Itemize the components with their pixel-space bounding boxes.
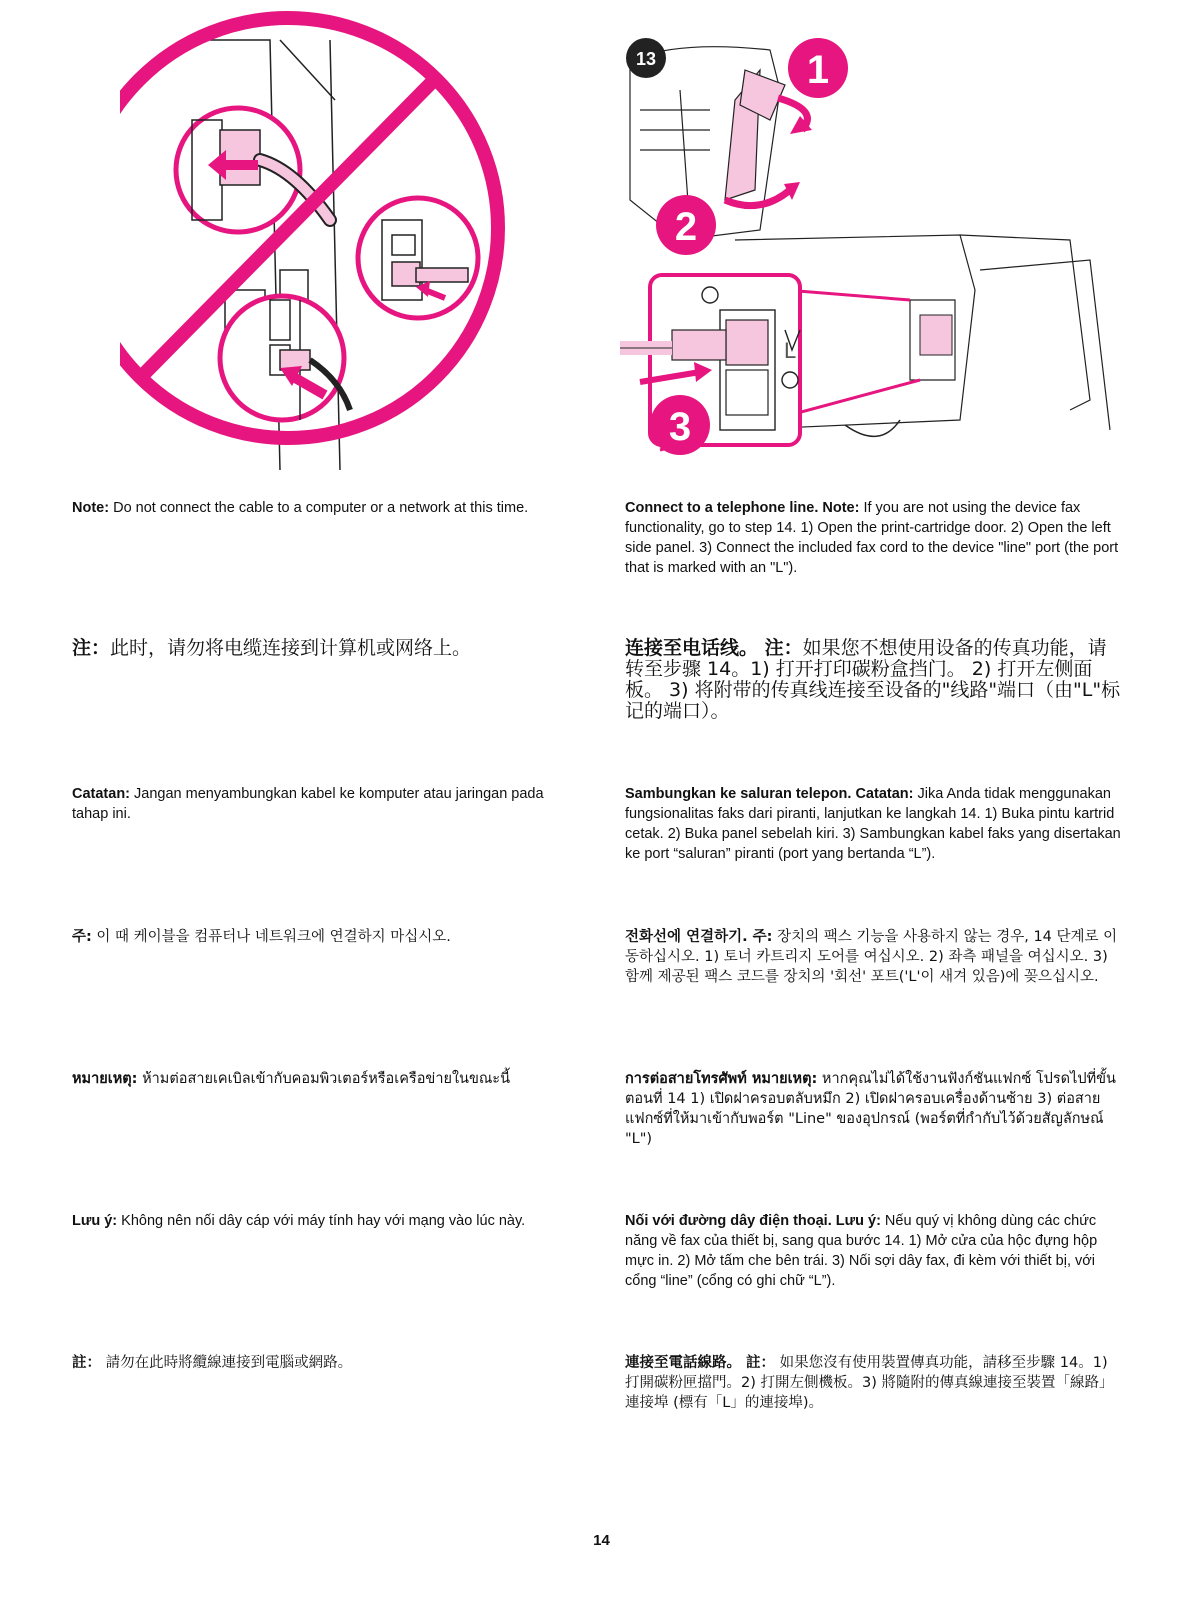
note-text: Do not connect the cable to a computer or a network at this time. <box>109 500 529 516</box>
instructions-lead: 전화선에 연결하기. 주: <box>625 929 773 945</box>
instructions-indonesian <box>625 784 1125 864</box>
note-lead: Lưu ý: <box>72 1213 118 1229</box>
note-lead: 주: <box>72 929 92 945</box>
note-lead: Note: <box>72 500 110 516</box>
instructions-text: Jika Anda tidak menggunakan fungsionalitas faks dari piranti, lanjutkan ke langkah 14. 1) Buka pintu kartrid cetak. 2) Buka panel sebelah kiri. 3) Sambungkan kabel faks yang disertakan ke port “saluran” piranti (port yang bertanda “L”). <box>625 786 1121 862</box>
note-english <box>72 498 562 518</box>
fax-line-connection-illustration <box>620 30 1120 460</box>
instructions-text: If you are not using the device fax functionality, go to step 14. 1) Open the print-cartridge door. 2) Open the left side panel. 3) Connect the included fax cord to the device "line" port (the port that is marked with an "L"). <box>625 500 1119 576</box>
instructions-text: 如果您不想使用设备的传真功能，请转至步骤 14。1) 打开打印碳粉盒挡门。 2) 打开左侧面板。 3) 将附带的传真线连接至设备的"线路"端口（由"L"标记的端口）。 <box>625 637 1121 722</box>
instructions-english <box>625 498 1125 578</box>
note-korean <box>72 927 562 947</box>
note-traditional-chinese <box>72 1353 562 1373</box>
instructions-lead: 连接至电话线。 注： <box>625 637 803 659</box>
note-text: 此时，请勿将电缆连接到计算机或网络上。 <box>110 637 472 659</box>
callout-3: 3 <box>668 405 692 449</box>
note-simplified-chinese <box>72 638 562 659</box>
instructions-simplified-chinese <box>625 638 1125 722</box>
note-vietnamese <box>72 1211 562 1231</box>
instructions-traditional-chinese <box>625 1353 1125 1413</box>
note-text: 請勿在此時將纜線連接到電腦或網路。 <box>101 1355 353 1371</box>
instructions-lead: Sambungkan ke saluran telepon. Catatan: <box>625 786 914 802</box>
note-text: 이 때 케이블을 컴퓨터나 네트워크에 연결하지 마십시오. <box>91 929 451 945</box>
note-text: Không nên nối dây cáp với máy tính hay với mạng vào lúc này. <box>117 1213 526 1229</box>
instructions-lead: การต่อสายโทรศัพท์ หมายเหตุ: <box>625 1071 818 1087</box>
note-indonesian <box>72 784 562 824</box>
note-lead: 註： <box>72 1355 101 1371</box>
instructions-lead: Connect to a telephone line. Note: <box>625 500 860 516</box>
instructions-text: Nếu quý vị không dùng các chức năng về fax của thiết bị, sang qua bước 14. 1) Mở cửa của hộc đựng hộp mực in. 2) Mở tấm che bên trái. 3) Nối sợi dây fax, đi kèm với thiết bị, với cổng “line” (cổng có ghi chữ “L”). <box>625 1213 1098 1289</box>
callout-1: 1 <box>806 48 830 92</box>
instructions-korean <box>625 927 1125 987</box>
prohibited-connection-illustration <box>120 0 520 470</box>
instructions-thai <box>625 1069 1125 1149</box>
note-thai <box>72 1069 562 1089</box>
line-port-label: L <box>784 338 797 363</box>
note-text: Jangan menyambungkan kabel ke komputer atau jaringan pada tahap ini. <box>72 786 544 822</box>
instructions-text: 장치의 팩스 기능을 사용하지 않는 경우, 14 단계로 이동하십시오. 1) 토너 카트리지 도어를 여십시오. 2) 좌측 패널을 여십시오. 3) 함께 제공된 팩스 코드를 장치의 '회선' 포트('L'이 새겨 있음)에 꽂으십시오. <box>625 929 1118 985</box>
instructions-text: 如果您沒有使用裝置傳真功能，請移至步驟 14。1) 打開碳粉匣擋門。2) 打開左側機板。3) 將隨附的傳真線連接至裝置「線路」連接埠 (標有「L」的連接埠)。 <box>625 1355 1114 1411</box>
note-lead: หมายเหตุ: <box>72 1071 138 1087</box>
callout-2: 2 <box>674 205 698 249</box>
page-number: 14 <box>593 1532 610 1549</box>
note-lead: 注： <box>72 637 111 659</box>
instructions-text: หากคุณไม่ได้ใช้งานฟังก์ชันแฟกซ์ โปรดไปที่ขั้นตอนที่ 14 1) เปิดฝาครอบตลับหมึก 2) เปิดฝาครอบเครื่องด้านซ้าย 3) ต่อสายแฟกซ์ที่ให้มาเข้ากับพอร์ต "Line" ของอุปกรณ์ (พอร์ตที่กำกับไว้ด้วยสัญลักษณ์ "L") <box>625 1071 1116 1147</box>
instructions-lead: Nối với đường dây điện thoại. Lưu ý: <box>625 1213 881 1229</box>
instructions-vietnamese <box>625 1211 1125 1291</box>
step-badge: 13 <box>635 49 657 69</box>
note-text: ห้ามต่อสายเคเบิลเข้ากับคอมพิวเตอร์หรือเครือข่ายในขณะนี้ <box>137 1071 511 1087</box>
note-lead: Catatan: <box>72 786 131 802</box>
instructions-lead: 連接至電話線路。 註： <box>625 1355 776 1371</box>
